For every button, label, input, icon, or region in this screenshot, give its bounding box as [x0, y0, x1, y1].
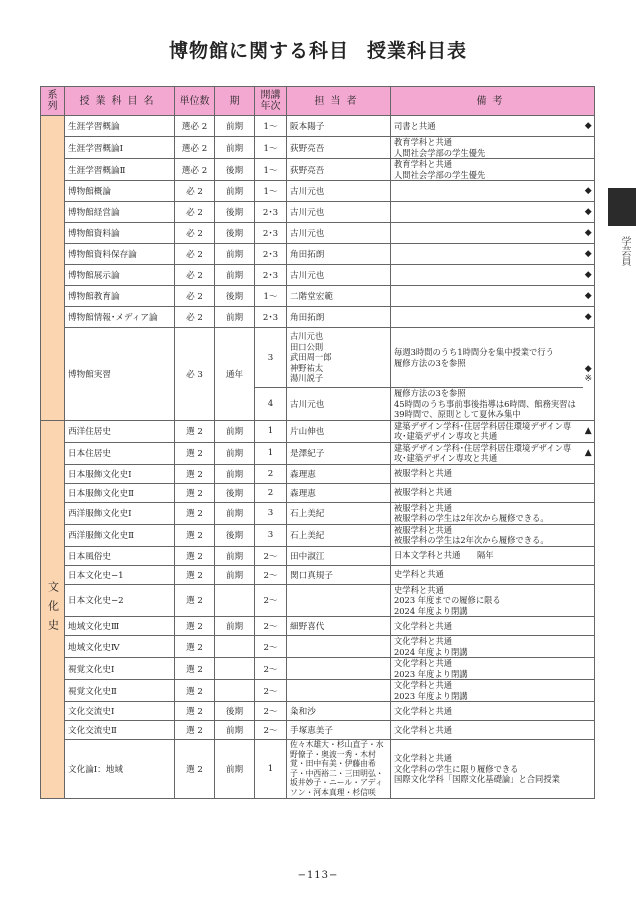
teacher-cell: 古川元也: [287, 181, 391, 202]
notes-cell: 建築デザイン学科･住居学科居住環境デザイン専攻･建築デザイン専攻と共通: [391, 442, 583, 464]
year-cell: 1〜: [255, 116, 287, 137]
table-row: [41, 244, 595, 265]
term-cell: 前期: [215, 502, 255, 524]
subject-name: 日本服飾文化史Ⅰ: [65, 464, 175, 483]
mark-cell: [583, 740, 595, 799]
kei-cell-museum: [41, 116, 65, 421]
header-term: 期: [215, 87, 255, 116]
subject-name: 生涯学習概論: [65, 116, 175, 137]
notes-cell: 文化学科と共通: [391, 721, 583, 740]
notes-cell: [391, 181, 583, 202]
table-row: [41, 636, 595, 658]
subject-name: 博物館情報･メディア論: [65, 307, 175, 328]
table-row: [41, 524, 595, 546]
table-row: [41, 680, 595, 702]
table-row: [41, 202, 595, 223]
subject-name: 日本文化史−2: [65, 584, 175, 617]
table-row: [41, 658, 595, 680]
notes-cell: 文化学科と共通 2023 年度より閉講: [391, 680, 583, 702]
mark-cell: [583, 680, 595, 702]
year-cell: 3: [255, 524, 287, 546]
mark-cell: ◆ ※: [583, 328, 595, 421]
year-cell: 2: [255, 464, 287, 483]
kei-label-bunkashi: 文化史: [46, 580, 60, 638]
term-cell: 前期: [215, 137, 255, 159]
subject-name: 博物館資料論: [65, 223, 175, 244]
title-part2: 授業科目表: [367, 40, 468, 62]
units-cell: 選必 2: [175, 137, 215, 159]
term-cell: 前期: [215, 442, 255, 464]
notes-cell: 建築デザイン学科･住居学科居住環境デザイン専攻･建築デザイン専攻と共通: [391, 420, 583, 442]
year-cell: 2〜: [255, 658, 287, 680]
table-row: [41, 584, 595, 617]
mark-cell: ◆: [583, 286, 595, 307]
teacher-cell: 是澤紀子: [287, 442, 391, 464]
units-cell: 選 2: [175, 702, 215, 721]
notes-cell: 文化学科と共通 文化学科の学生に限り履修できる 国際文化学科「国際文化基礎論」と合同授業: [391, 740, 583, 799]
subject-name: 博物館展示論: [65, 265, 175, 286]
term-cell: 後期: [215, 286, 255, 307]
year-cell: 1〜: [255, 159, 287, 181]
table-body: [41, 116, 595, 799]
title-part1: 博物館に関する科目: [168, 40, 349, 62]
term-cell: 後期: [215, 483, 255, 502]
page-number: −113−: [297, 870, 339, 881]
mark-cell: [583, 483, 595, 502]
term-cell: 前期: [215, 420, 255, 442]
notes-cell: 文化学科と共通: [391, 617, 583, 636]
year-cell: 1〜: [255, 137, 287, 159]
subject-name: 文化論Ⅰ：地域: [65, 740, 175, 799]
header-kei: 系列: [41, 87, 65, 116]
mark-cell: [583, 546, 595, 565]
units-cell: 選 2: [175, 546, 215, 565]
notes-cell: 被服学科と共通 被服学科の学生は2年次から履修できる。: [391, 502, 583, 524]
mark-cell: [583, 617, 595, 636]
subject-name: 博物館資料保存論: [65, 244, 175, 265]
year-cell: 2･3: [255, 223, 287, 244]
table-row: [41, 442, 595, 464]
units-cell: 必 3: [175, 328, 215, 421]
units-cell: 選 2: [175, 636, 215, 658]
notes-cell: 文化学科と共通 2024 年度より閉講: [391, 636, 583, 658]
units-cell: 必 2: [175, 223, 215, 244]
section-label: 学芸員: [619, 236, 630, 266]
year-cell: 2〜: [255, 702, 287, 721]
term-cell: 後期: [215, 524, 255, 546]
table-header-row: [41, 87, 595, 116]
term-cell: 通年: [215, 328, 255, 421]
teacher-cell: 森理恵: [287, 464, 391, 483]
year-cell: 1: [255, 442, 287, 464]
header-teacher: 担当者: [287, 87, 391, 116]
term-cell: 前期: [215, 721, 255, 740]
mark-cell: [583, 464, 595, 483]
notes-cell: 史学科と共通: [391, 565, 583, 584]
teacher-cell: 古川元也: [287, 202, 391, 223]
notes-cell: 日本文学科と共通 隔年: [391, 546, 583, 565]
table-row: [41, 116, 595, 137]
year-cell: 3: [255, 502, 287, 524]
term-cell: [215, 658, 255, 680]
table-row: [41, 223, 595, 244]
table-row: [41, 286, 595, 307]
units-cell: 必 2: [175, 181, 215, 202]
teacher-cell: 阪本陽子: [287, 116, 391, 137]
units-cell: 選 2: [175, 740, 215, 799]
year-cell: 2: [255, 483, 287, 502]
table-row: [41, 307, 595, 328]
subject-name: 文化交流史Ⅰ: [65, 702, 175, 721]
notes-cell: 文化学科と共通 2023 年度より閉講: [391, 658, 583, 680]
mark-cell: [583, 721, 595, 740]
table-row: [41, 702, 595, 721]
mark-cell: [583, 565, 595, 584]
mark-cell: ▲: [583, 420, 595, 442]
units-cell: 必 2: [175, 286, 215, 307]
year-cell: 2〜: [255, 617, 287, 636]
notes-cell: [391, 202, 583, 223]
term-cell: 前期: [215, 565, 255, 584]
year-cell: 2〜: [255, 680, 287, 702]
page-title: [0, 36, 636, 63]
subject-name: 日本文化史−1: [65, 565, 175, 584]
term-cell: 前期: [215, 464, 255, 483]
teacher-cell: 細野喜代: [287, 617, 391, 636]
year-cell: 1〜: [255, 181, 287, 202]
table-row: [41, 265, 595, 286]
table-row: [41, 546, 595, 565]
units-cell: 選必 2: [175, 116, 215, 137]
term-cell: 前期: [215, 181, 255, 202]
subject-name: 視覚文化史Ⅱ: [65, 680, 175, 702]
mark-cell: ◆: [583, 244, 595, 265]
teacher-cell: 森理恵: [287, 483, 391, 502]
table-row: [41, 328, 595, 388]
term-cell: 前期: [215, 617, 255, 636]
notes-cell: [391, 244, 583, 265]
teacher-cell: 片山伸也: [287, 420, 391, 442]
year-cell: 2〜: [255, 584, 287, 617]
units-cell: 選 2: [175, 483, 215, 502]
teacher-cell: 古川元也: [287, 265, 391, 286]
table-row: [41, 181, 595, 202]
units-cell: 選 2: [175, 524, 215, 546]
mark-cell: [583, 159, 595, 181]
table-row: [41, 617, 595, 636]
table-row: [41, 137, 595, 159]
notes-cell: 被服学科と共通: [391, 483, 583, 502]
mark-cell: [583, 658, 595, 680]
subject-name: 文化交流史Ⅱ: [65, 721, 175, 740]
subject-name: 博物館経営論: [65, 202, 175, 223]
units-cell: 選 2: [175, 721, 215, 740]
header-notes: 備考: [391, 87, 595, 116]
table-row: [41, 159, 595, 181]
teacher-cell: 古川元也: [287, 388, 391, 421]
mark-cell: ◆: [583, 265, 595, 286]
year-cell: 2〜: [255, 636, 287, 658]
teacher-cell: [287, 680, 391, 702]
units-cell: 選必 2: [175, 159, 215, 181]
teacher-cell: 手塚恵美子: [287, 721, 391, 740]
units-cell: 選 2: [175, 464, 215, 483]
mark-cell: [583, 636, 595, 658]
subject-name: 生涯学習概論Ⅰ: [65, 137, 175, 159]
units-cell: 選 2: [175, 420, 215, 442]
units-cell: 必 2: [175, 202, 215, 223]
term-cell: 後期: [215, 223, 255, 244]
year-cell: 2･3: [255, 265, 287, 286]
teacher-cell: 角田拓朗: [287, 307, 391, 328]
term-cell: 前期: [215, 546, 255, 565]
table-row: [41, 464, 595, 483]
year-cell: 2･3: [255, 307, 287, 328]
mark-cell: ▲: [583, 442, 595, 464]
teacher-cell: 二階堂宏範: [287, 286, 391, 307]
teacher-cell: [287, 636, 391, 658]
year-cell: 3: [255, 328, 287, 388]
notes-cell: [391, 265, 583, 286]
teacher-cell: [287, 584, 391, 617]
units-cell: 必 2: [175, 307, 215, 328]
subject-name: 日本服飾文化史Ⅱ: [65, 483, 175, 502]
table-row: [41, 565, 595, 584]
units-cell: 選 2: [175, 617, 215, 636]
teacher-cell: [287, 658, 391, 680]
units-cell: 選 2: [175, 502, 215, 524]
notes-cell: 毎週3時間のうち1時間分を集中授業で行う 履修方法の3を参照: [391, 328, 583, 388]
units-cell: 選 2: [175, 680, 215, 702]
subject-name: 生涯学習概論Ⅱ: [65, 159, 175, 181]
mark-cell: ◆: [583, 116, 595, 137]
section-tab: [608, 188, 636, 226]
term-cell: 前期: [215, 740, 255, 799]
course-table: [40, 86, 595, 799]
year-cell: 2〜: [255, 721, 287, 740]
subject-name: 日本住居史: [65, 442, 175, 464]
term-cell: [215, 584, 255, 617]
notes-cell: 文化学科と共通: [391, 702, 583, 721]
units-cell: 選 2: [175, 584, 215, 617]
term-cell: 前期: [215, 116, 255, 137]
header-year: 開講年次: [255, 87, 287, 116]
notes-cell: 教育学科と共通 人間社会学部の学生優先: [391, 159, 583, 181]
mark-cell: ◆: [583, 181, 595, 202]
units-cell: 選 2: [175, 442, 215, 464]
mark-cell: [583, 502, 595, 524]
teacher-cell: 関口真規子: [287, 565, 391, 584]
mark-cell: [583, 584, 595, 617]
notes-cell: [391, 307, 583, 328]
term-cell: [215, 680, 255, 702]
teacher-cell: 佐々木雄大・杉山直子・水野僚子・奥波一秀・木村覚・田中有美・伊藤由希子・中西裕二・三田明弘・坂井妙子・ニール・アディソン・河本真理・杉信咲: [287, 740, 391, 799]
table-row: [41, 721, 595, 740]
kei-cell-bunkashi: [41, 420, 65, 798]
mark-cell: ◆: [583, 223, 595, 244]
teacher-cell: 石上美紀: [287, 524, 391, 546]
term-cell: 後期: [215, 702, 255, 721]
header-units: 単位数: [175, 87, 215, 116]
teacher-cell: 石上美紀: [287, 502, 391, 524]
notes-cell: [391, 223, 583, 244]
header-subject: 授業科目名: [65, 87, 175, 116]
year-cell: 1: [255, 420, 287, 442]
subject-name: 西洋服飾文化史Ⅱ: [65, 524, 175, 546]
term-cell: 後期: [215, 202, 255, 223]
teacher-cell: 角田拓朗: [287, 244, 391, 265]
teacher-cell: 荻野亮吾: [287, 159, 391, 181]
mark-cell: ◆: [583, 202, 595, 223]
mark-cell: [583, 524, 595, 546]
subject-name: 地域文化史Ⅲ: [65, 617, 175, 636]
subject-name: 西洋服飾文化史Ⅰ: [65, 502, 175, 524]
table-row: [41, 483, 595, 502]
units-cell: 必 2: [175, 244, 215, 265]
year-cell: 2･3: [255, 202, 287, 223]
subject-name: 視覚文化史Ⅰ: [65, 658, 175, 680]
teacher-cell: 古川元也: [287, 223, 391, 244]
notes-cell: 履修方法の3を参照 45時間のうち事前事後指導は6時間、館務実習は39時間で、原則として夏休み集中: [391, 388, 583, 421]
teacher-cell: 粂和沙: [287, 702, 391, 721]
term-cell: 前期: [215, 307, 255, 328]
table-row: [41, 420, 595, 442]
notes-cell: 司書と共通: [391, 116, 583, 137]
units-cell: 必 2: [175, 265, 215, 286]
teacher-cell: 古川元也 田口公則 武田周一郎 神野祐太 湯川説子: [287, 328, 391, 388]
notes-cell: 教育学科と共通 人間社会学部の学生優先: [391, 137, 583, 159]
table-row: [41, 502, 595, 524]
year-cell: 1: [255, 740, 287, 799]
teacher-cell: 荻野亮吾: [287, 137, 391, 159]
subject-name: 西洋住居史: [65, 420, 175, 442]
term-cell: [215, 636, 255, 658]
subject-name: 日本風俗史: [65, 546, 175, 565]
year-cell: 4: [255, 388, 287, 421]
notes-cell: 被服学科と共通 被服学科の学生は2年次から履修できる。: [391, 524, 583, 546]
notes-cell: [391, 286, 583, 307]
table-row: [41, 740, 595, 799]
year-cell: 2･3: [255, 244, 287, 265]
subject-name: 地域文化史Ⅳ: [65, 636, 175, 658]
term-cell: 前期: [215, 265, 255, 286]
mark-cell: [583, 137, 595, 159]
mark-cell: [583, 702, 595, 721]
subject-name: 博物館実習: [65, 328, 175, 421]
subject-name: 博物館教育論: [65, 286, 175, 307]
notes-cell: 被服学科と共通: [391, 464, 583, 483]
mark-cell: ◆: [583, 307, 595, 328]
year-cell: 2〜: [255, 565, 287, 584]
teacher-cell: 田中淑江: [287, 546, 391, 565]
units-cell: 選 2: [175, 658, 215, 680]
term-cell: 前期: [215, 244, 255, 265]
term-cell: 後期: [215, 159, 255, 181]
units-cell: 選 2: [175, 565, 215, 584]
year-cell: 2〜: [255, 546, 287, 565]
notes-cell: 史学科と共通 2023 年度までの履修に限る 2024 年度より閉講: [391, 584, 583, 617]
subject-name: 博物館概論: [65, 181, 175, 202]
year-cell: 1〜: [255, 286, 287, 307]
